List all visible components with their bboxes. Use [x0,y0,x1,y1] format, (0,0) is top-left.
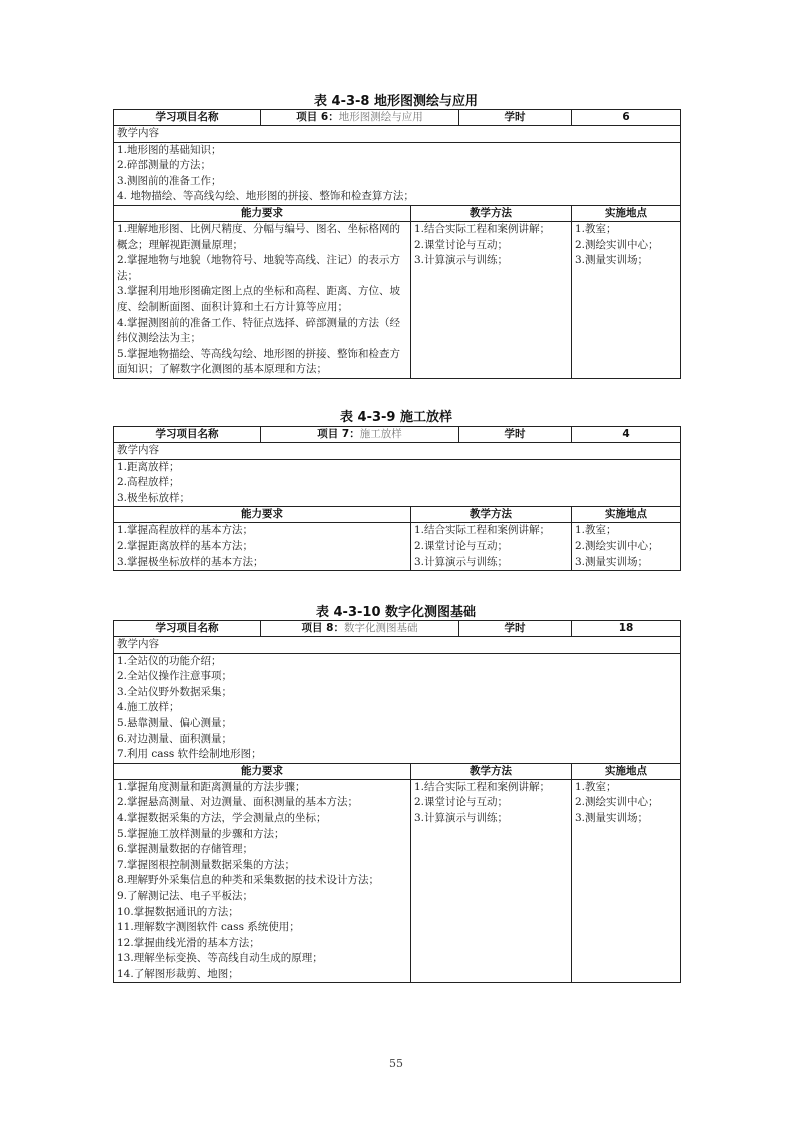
location-list [572,221,681,378]
ability-item: 10.掌握数据通讯的方法； [117,905,239,918]
location-item: 1.教室； [575,524,617,537]
hours-value: 18 [572,621,681,637]
content-item: 6.对边测量、面积测量； [117,732,233,745]
location-item: 1.教室； [575,222,617,235]
content-label: 教学内容 [114,443,681,460]
project-prefix: 项目 7： [317,428,360,440]
name-label: 学习项目名称 [114,427,261,443]
ability-label: 能力要求 [114,507,411,523]
method-item: 3.计算演示与训练； [414,555,509,568]
ability-item: 9.了解测记法、电子平板法； [117,889,254,902]
method-list [411,779,572,983]
location-item: 3.测量实训场； [575,811,649,824]
ability-list [114,779,411,983]
method-item: 1.结合实际工程和案例讲解； [414,780,551,793]
ability-item: 4.掌握数据采集的方法，学会测量点的坐标； [117,811,327,824]
method-item: 1.结合实际工程和案例讲解； [414,222,551,235]
content-item: 2.全站仪操作注意事项； [117,670,233,683]
location-label: 实施地点 [572,763,681,779]
course-table-project-8 [113,620,681,983]
ability-item: 2.掌握悬高测量、对边测量、面积测量的基本方法； [117,796,359,809]
ability-item: 7.掌握图根控制测量数据采集的方法； [117,858,296,871]
table-caption: 表 4-3-10 数字化测图基础 [315,605,477,620]
location-item: 3.测量实训场； [575,254,649,267]
project-prefix: 项目 6： [296,111,339,123]
ability-item: 14.了解图形裁剪、地图； [117,967,239,980]
content-item: 4.施工放样； [117,701,180,714]
course-table-project-7 [113,426,681,571]
page-number: 55 [389,1057,403,1070]
table-header-row [114,621,681,637]
content-item: 3.极坐标放样； [117,491,191,504]
ability-item: 2.掌握地物与地貌（地物符号、地貌等高线、注记）的表示方法； [117,254,401,282]
project-prefix: 项目 8： [301,622,344,634]
name-label: 学习项目名称 [114,110,261,126]
hours-label: 学时 [459,110,572,126]
content-item: 1.全站仪的功能介绍； [117,654,222,667]
content-item: 3.全站仪野外数据采集； [117,685,233,698]
location-item: 2.测绘实训中心； [575,238,659,251]
project-cell [261,427,459,443]
ability-label: 能力要求 [114,205,411,221]
ability-item: 8.理解野外采集信息的种类和采集数据的技术设计方法； [117,874,380,887]
table-header-row [114,427,681,443]
content-item: 2.碎部测量的方法； [117,159,212,172]
hours-label: 学时 [459,427,572,443]
ability-item: 5.掌握施工放样测量的步骤和方法； [117,827,285,840]
method-label: 教学方法 [411,205,572,221]
ability-item: 3.掌握利用地形图确定图上点的坐标和高程、距离、方位、坡度、绘制断面图、面积计算和土石方计算等应用； [117,285,401,313]
ability-item: 2.掌握距离放样的基本方法； [117,539,254,552]
ability-item: 6.掌握测量数据的存储管理； [117,843,254,856]
ability-list [114,221,411,378]
content-item: 2.高程放样； [117,476,180,489]
method-label: 教学方法 [411,507,572,523]
content-item: 3.测图前的准备工作； [117,174,222,187]
ability-item: 11.理解数字测图软件 cass 系统使用； [117,921,300,934]
location-item: 3.测量实训场； [575,555,649,568]
content-item: 1.距离放样； [117,460,180,473]
hours-value: 6 [572,110,681,126]
content-list [114,459,681,507]
method-item: 3.计算演示与训练； [414,254,509,267]
hours-label: 学时 [459,621,572,637]
content-list [114,142,681,205]
project-name: 施工放样 [359,428,402,440]
ability-list [114,523,411,571]
hours-value: 4 [572,427,681,443]
content-item: 4. 地物描绘、等高线勾绘、地形图的拼接、整饰和检查算方法； [117,190,414,203]
ability-label: 能力要求 [114,763,411,779]
course-table-project-6 [113,109,681,379]
ability-item: 3.掌握极坐标放样的基本方法； [117,555,264,568]
content-list [114,653,681,763]
method-list [411,221,572,378]
table-header-row [114,110,681,126]
ability-item: 5.掌握地物描绘、等高线勾绘、地形图的拼接、整饰和检查方面知识；了解数字化测图的基本原理和方法； [117,347,401,376]
method-item: 3.计算演示与训练； [414,811,509,824]
location-list [572,523,681,571]
location-item: 2.测绘实训中心； [575,539,659,552]
location-item: 2.测绘实训中心； [575,796,659,809]
content-item: 1.地形图的基础知识； [117,143,222,156]
project-cell [261,621,459,637]
method-item: 2.课堂讨论与互动； [414,539,509,552]
location-item: 1.教室； [575,780,617,793]
ability-item: 1.理解地形图、比例尺精度、分幅与编号、图名、坐标格网的概念；理解视距测量原理； [117,222,401,251]
method-list [411,523,572,571]
table-caption: 表 4-3-9 施工放样 [340,410,452,425]
content-item: 5.悬靠测量、偏心测量； [117,716,233,729]
location-list [572,779,681,983]
ability-item: 1.掌握角度测量和距离测量的方法步骤； [117,780,306,793]
content-label: 教学内容 [114,126,681,143]
content-label: 教学内容 [114,637,681,654]
ability-item: 4.掌握测图前的准备工作、特征点选择、碎部测量的方法（经纬仪测绘法为主； [117,316,401,345]
project-name: 地形图测绘与应用 [338,111,423,123]
ability-item: 1.掌握高程放样的基本方法； [117,524,254,537]
content-item: 7.利用 cass 软件绘制地形图； [117,748,262,761]
name-label: 学习项目名称 [114,621,261,637]
table-caption: 表 4-3-8 地形图测绘与应用 [314,94,478,109]
method-item: 1.结合实际工程和案例讲解； [414,524,551,537]
project-cell [261,110,459,126]
ability-item: 12.掌握曲线光滑的基本方法； [117,936,260,949]
location-label: 实施地点 [572,205,681,221]
method-label: 教学方法 [411,763,572,779]
method-item: 2.课堂讨论与互动； [414,796,509,809]
project-name: 数字化测图基础 [343,622,418,634]
location-label: 实施地点 [572,507,681,523]
method-item: 2.课堂讨论与互动； [414,238,509,251]
ability-item: 13.理解坐标变换、等高线自动生成的原理； [117,952,323,965]
